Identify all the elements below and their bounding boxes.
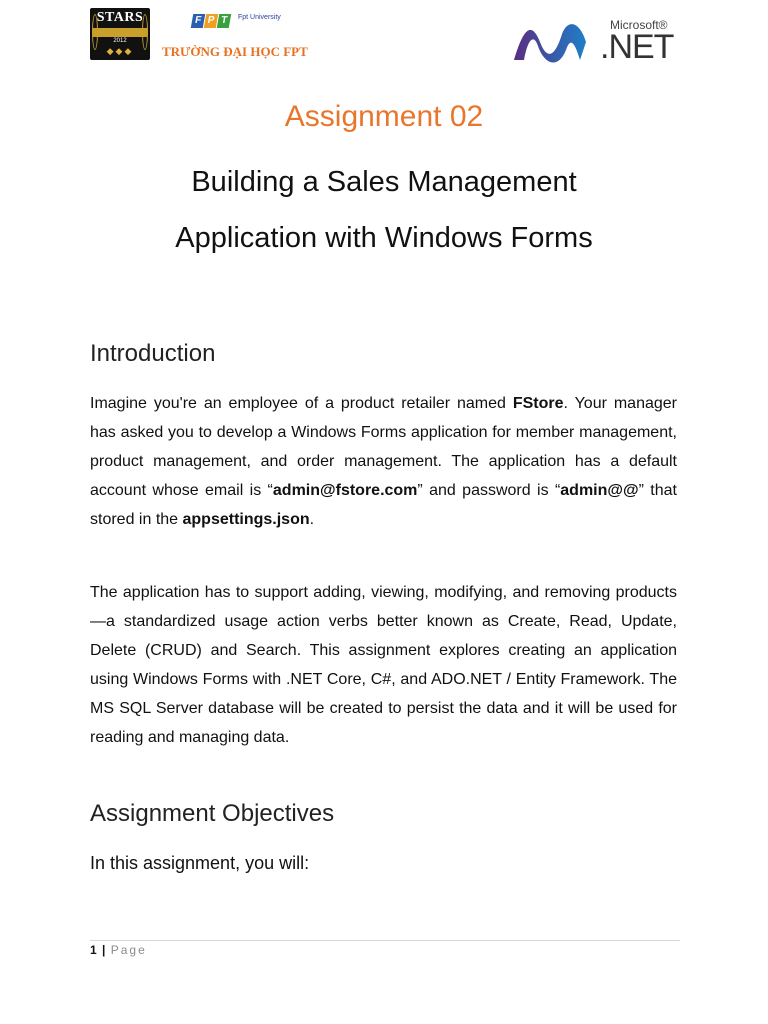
para1-bold-file: appsettings.json (182, 511, 310, 528)
objectives-heading: Assignment Objectives (90, 800, 335, 827)
introduction-paragraph-1 (90, 389, 677, 534)
para1-text-3: ” and password is “ (417, 482, 561, 499)
introduction-heading: Introduction (90, 340, 216, 367)
stars-logo (90, 8, 150, 60)
fpt-block-p: P (204, 14, 218, 28)
stars-logo-text: STARS (96, 10, 144, 25)
fpt-logo (160, 10, 308, 62)
diamond-icons: ◆◆◆ (106, 46, 134, 56)
page-label: Page (110, 943, 147, 957)
assignment-title: Assignment 02 (284, 100, 484, 133)
fpt-blocks (192, 10, 231, 28)
para1-text-1: Imagine you're an employee of a product retailer named (90, 395, 513, 412)
subtitle-line-1: Building a Sales Management (191, 166, 577, 198)
para1-text-4: ” that stored in the (90, 482, 677, 528)
subtitle-line-2: Application with Windows Forms (175, 222, 593, 254)
objectives-intro: In this assignment, you will: (90, 853, 310, 873)
footer-divider (90, 940, 680, 941)
fpt-university-label: Fpt University (238, 14, 281, 21)
dotnet-text: .NET (600, 28, 674, 66)
fpt-school-name: TRƯỜNG ĐẠI HỌC FPT (162, 44, 308, 59)
para1-text-2: . Your manager has asked you to develop a Windows Forms application for member management, product management, and order management. The application has a default account whose email is “ (90, 395, 677, 499)
page-footer (90, 943, 147, 957)
fpt-block-t: T (217, 14, 231, 28)
page-number: 1 (90, 943, 97, 957)
para1-text-5: . (309, 511, 315, 528)
page-separator: | (102, 943, 106, 957)
microsoft-label: Microsoft® (610, 18, 668, 32)
para1-bold-store: FStore (512, 395, 564, 412)
introduction-paragraph-2: The application has to support adding, viewing, modifying, and removing products—a standardized usage action verbs better known as Create, Read, Update, Delete (CRUD) and Search. This assignment explores creating an application using Windows Forms with .NET Core, C#, and ADO.NET / Entity Framework. The MS SQL Server database will be created to persist the data and it will be used for reading and managing data. (90, 584, 677, 746)
para1-bold-password: admin@@ (560, 482, 639, 499)
dotnet-wave-icon (510, 20, 602, 64)
fpt-block-f: F (191, 14, 205, 28)
para1-bold-email: admin@fstore.com (272, 482, 418, 499)
dotnet-logo (510, 16, 675, 68)
stars-logo-ribbon (93, 28, 147, 37)
stars-logo-year: 2012 (113, 38, 127, 44)
